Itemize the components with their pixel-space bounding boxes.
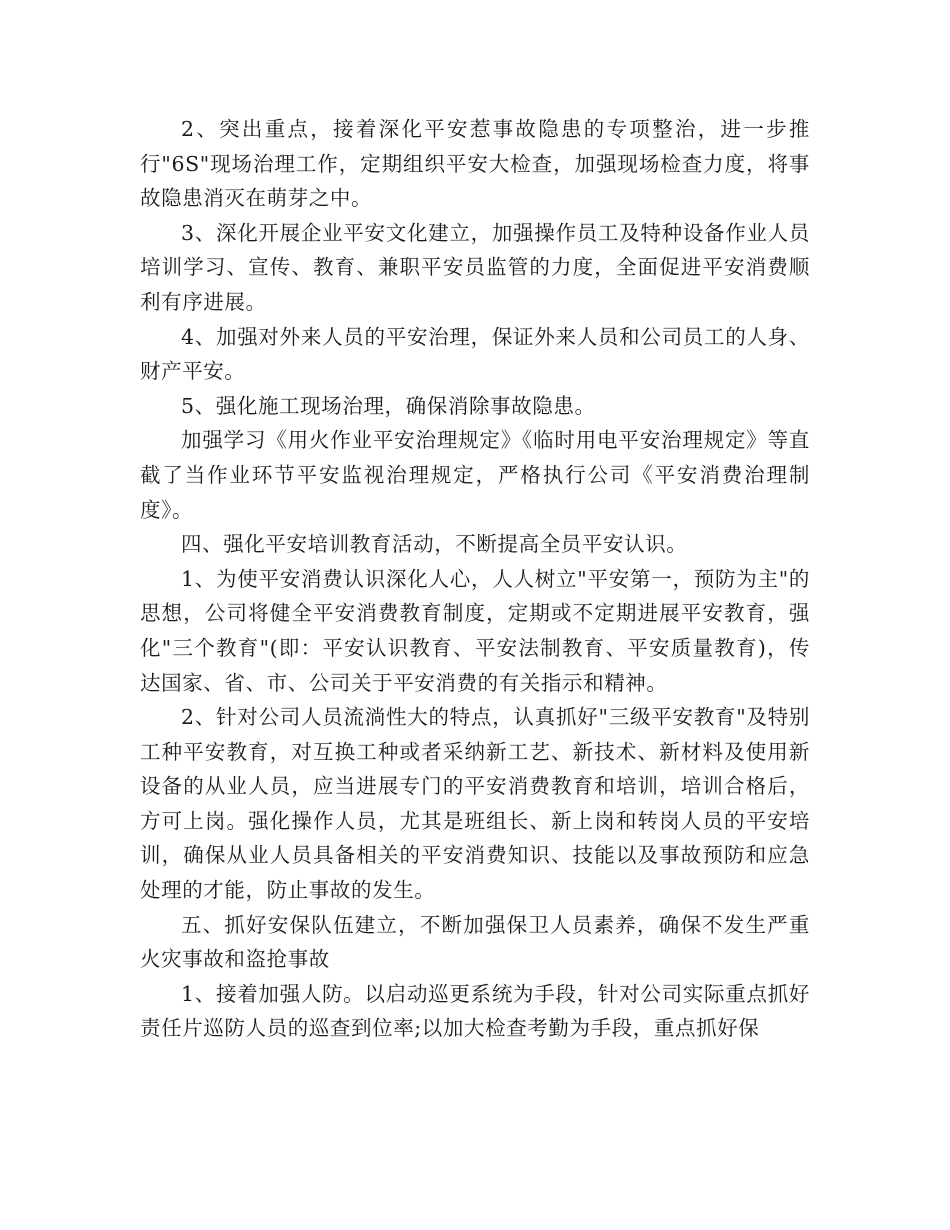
section-heading-training: 四、强化平安培训教育活动，不断提高全员平安认识。	[181, 532, 688, 557]
paragraph-item-1-safety-education: 1、为使平安消费认识深化人心，人人树立"平安第一，预防为主"的思想，公司将健全平安消费教育制度，定期或不定期进展平安教育，强化"三个教育"(即：平安认识教育、平安法制教育、平安质量教育)，传达国家、省、市、公司关于平安消费的有关指示和精神。	[140, 566, 810, 695]
paragraph-item-5-construction-site: 5、强化施工现场治理，确保消除事故隐患。	[181, 393, 596, 418]
paragraph-item-3-safety-culture: 3、深化开展企业平安文化建立，加强操作员工及特种设备作业人员培训学习、宣传、教育、兼职平安员监管的力度，全面促进平安消费顺利有序进展。	[140, 220, 810, 314]
paragraph-item-2-three-level-education: 2、针对公司人员流淌性大的特点，认真抓好"三级平安教育"及特别工种平安教育，对互换工种或者采纳新工艺、新技术、新材料及使用新设备的从业人员，应当进展专门的平安消费教育和培训，培训合格后，方可上岗。强化操作人员，尤其是班组长、新上岗和转岗人员的平安培训，确保从业人员具备相关的平安消费知识、技能以及事故预防和应急处理的才能，防止事故的发生。	[140, 705, 810, 903]
paragraph-item-4-visitor-management: 4、加强对外来人员的平安治理，保证外来人员和公司员工的人身、财产平安。	[140, 324, 810, 384]
section-heading-security-team: 五、抓好安保队伍建立，不断加强保卫人员素养，确保不发生严重火灾事故和盗抢事故	[140, 912, 810, 972]
paragraph-item-2-hazard-rectification: 2、突出重点，接着深化平安惹事故隐患的专项整治，进一步推行"6S"现场治理工作，定期组织平安大检查，加强现场检查力度，将事故隐患消灭在萌芽之中。	[140, 117, 810, 211]
document-page	[140, 112, 810, 1046]
paragraph-regulations-study: 加强学习《用火作业平安治理规定》《临时用电平安治理规定》等直截了当作业环节平安监视治理规定，严格执行公司《平安消费治理制度》。	[140, 428, 810, 522]
paragraph-item-1-patrol: 1、接着加强人防。以启动巡更系统为手段，针对公司实际重点抓好责任片巡防人员的巡查到位率;以加大检查考勤为手段，重点抓好保	[140, 981, 810, 1041]
